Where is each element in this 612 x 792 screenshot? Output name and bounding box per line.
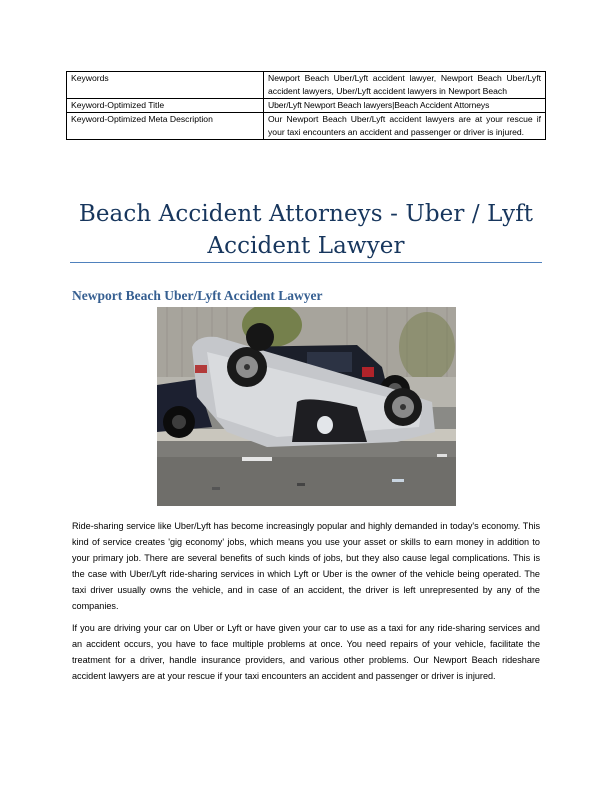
body-paragraph: If you are driving your car on Uber or Lyft or have given your car to use as a taxi for any ride-sharing services and an accident occurs, you have to face multiple problems at once. You need repairs of your vehicle, facilitate the treatment for a driver, handle insurance providers, and various other problems. Our Newport Beach rideshare accident lawyers are at your rescue if your taxi encounters an accident and passenger or driver is injured. [72,623,540,681]
body-paragraph: Ride-sharing service like Uber/Lyft has become increasingly popular and highly demanded in today's economy. This kind of service creates 'gig economy' jobs, which means you use your asset or skills to earn money in addition to your primary job. There are several benefits of such kinds of jobs, but they also cause legal complications. This is the case with Uber/Lyft ride-sharing services in which Lyft or Uber is the owner of the vehicle being operated. The taxi driver usually owns the vehicle, and in case of an accident, the driver is left unrepresented by any of the companies. [72,521,540,611]
table-row [67,72,546,99]
overturned-car-image [157,307,456,506]
seo-metadata-table [66,71,546,140]
table-cell-value: Newport Beach Uber/Lyft accident lawyer, Newport Beach Uber/Lyft accident lawyers, Uber/Lyft accident lawyers in Newport Beach [264,72,546,99]
accident-photo [157,307,456,506]
table-cell-label: Keywords [67,72,264,99]
title-divider [70,262,542,263]
table-row [67,99,546,113]
section-heading: Newport Beach Uber/Lyft Accident Lawyer [72,288,323,303]
document-title: Beach Accident Attorneys - Uber / Lyft Accident Lawyer [78,201,534,259]
table-cell-value: Our Newport Beach Uber/Lyft accident lawyers are at your rescue if your taxi encounters an accident and passenger or driver is injured. [264,113,546,140]
table-cell-label: Keyword-Optimized Meta Description [67,113,264,140]
table-cell-value: Uber/Lyft Newport Beach lawyers|Beach Accident Attorneys [264,99,546,113]
table-cell-label: Keyword-Optimized Title [67,99,264,113]
table-row [67,113,546,140]
